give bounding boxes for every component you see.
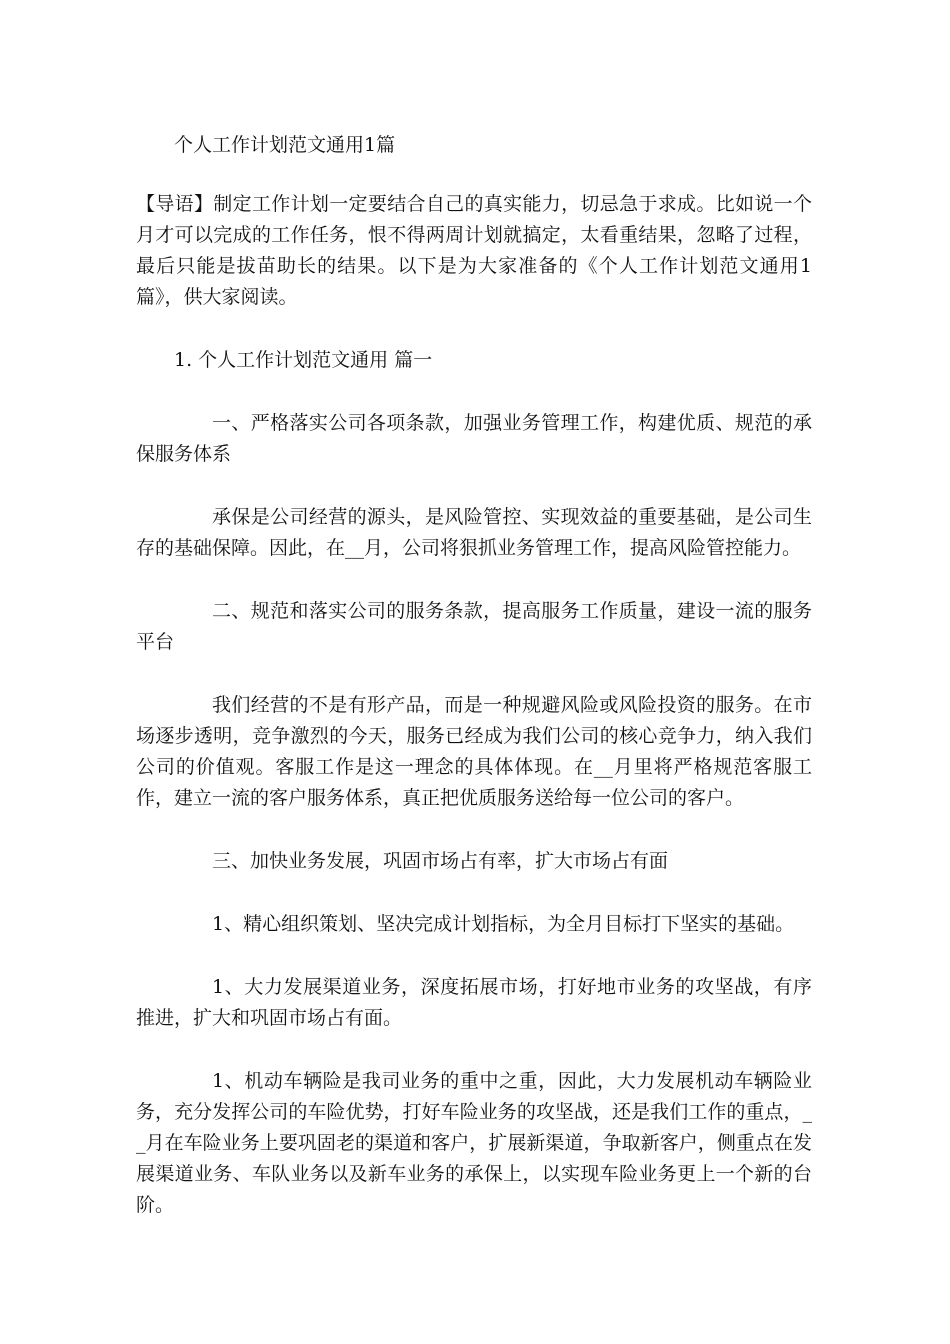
document-body xyxy=(136,130,812,1253)
paragraph-heading-3: 三、加快业务发展，巩固市场占有率，扩大市场占有面 xyxy=(212,850,669,872)
paragraph-heading-2: 二、规范和落实公司的服务条款，提高服务工作质量，建设一流的服务平台 xyxy=(136,600,812,653)
paragraph-body: 承保是公司经营的源头，是风险管控、实现效益的重要基础，是公司生存的基础保障。因此，在__月，公司将狠抓业务管理工作，提高风险管控能力。 xyxy=(136,506,812,559)
paragraph-body: 我们经营的不是有形产品，而是一种规避风险或风险投资的服务。在市场逐步透明，竞争激烈的今天，服务已经成为我们公司的核心竞争力，纳入我们公司的价值观。客服工作是这一理念的具体体现。在__月里将严格规范客服工作，建立一流的客户服务体系，真正把优质服务送给每一位公司的客户。 xyxy=(136,694,812,809)
intro-paragraph: 【导语】制定工作计划一定要结合自己的真实能力，切忌急于求成。比如说一个月才可以完成的工作任务，恨不得两周计划就搞定，太看重结果，忽略了过程，最后只能是拔苗助长的结果。以下是为大家准备的《个人工作计划范文通用1篇》，供大家阅读。 xyxy=(136,193,812,308)
document-title: 个人工作计划范文通用1篇 xyxy=(174,134,396,156)
paragraph-item: 1、机动车辆险是我司业务的重中之重，因此，大力发展机动车辆险业务，充分发挥公司的车险优势，打好车险业务的攻坚战，还是我们工作的重点，__月在车险业务上要巩固老的渠道和客户，扩展新渠道，争取新客户，侧重点在发展渠道业务、车队业务以及新车业务的承保上，以实现车险业务更上一个新的台阶。 xyxy=(136,1070,812,1216)
section-heading: 1. 个人工作计划范文通用 篇一 xyxy=(174,349,433,371)
paragraph-item: 1、精心组织策划、坚决完成计划指标，为全月目标打下坚实的基础。 xyxy=(212,913,795,935)
paragraph-item: 1、大力发展渠道业务，深度拓展市场，打好地市业务的攻坚战，有序推进，扩大和巩固市场占有面。 xyxy=(136,976,812,1029)
paragraph-heading-1: 一、严格落实公司各项条款，加强业务管理工作，构建优质、规范的承保服务体系 xyxy=(136,412,812,465)
